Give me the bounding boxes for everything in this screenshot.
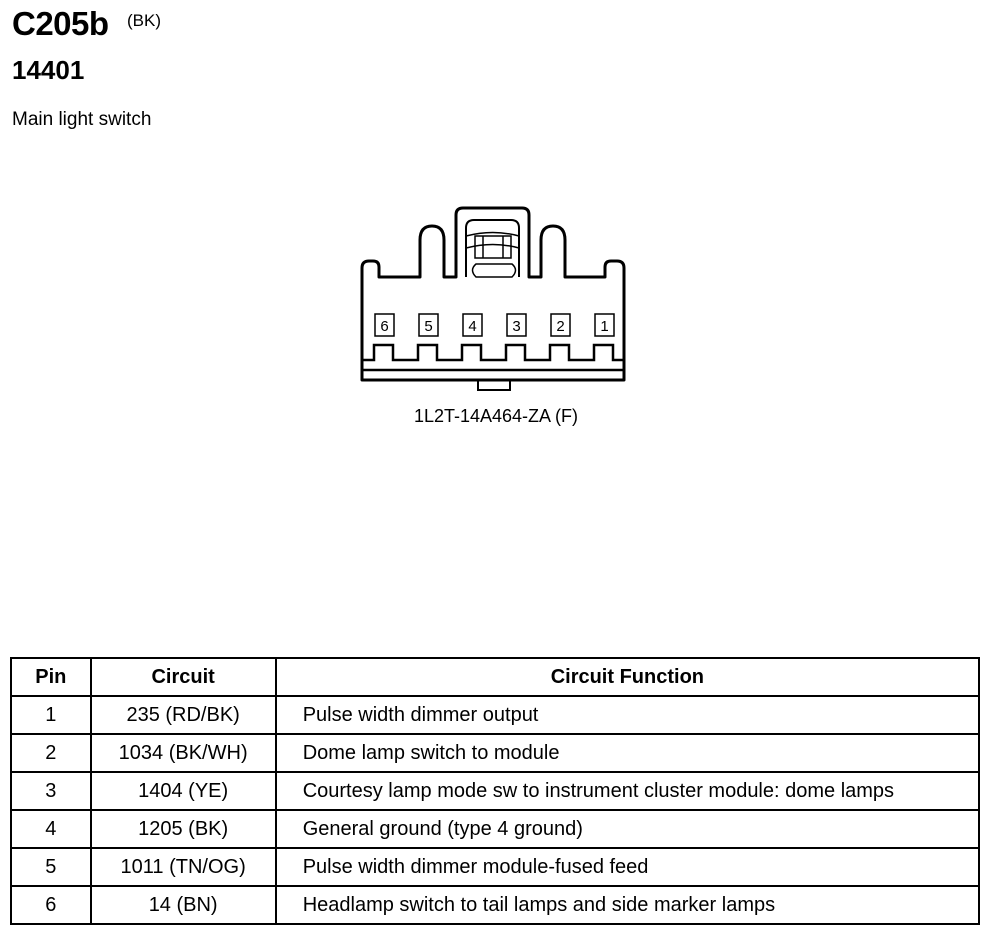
header-circuit-function: Circuit Function [276, 658, 979, 696]
table-row [11, 810, 979, 848]
cell-circuit: 1404 (YE) [91, 772, 276, 810]
table-row [11, 848, 979, 886]
header-circuit: Circuit [91, 658, 276, 696]
connector-face-diagram [340, 195, 650, 400]
cell-pin: 6 [11, 886, 91, 924]
pin-label-1: 1 [600, 318, 609, 335]
cell-function: Pulse width dimmer output [276, 696, 979, 734]
table-row [11, 886, 979, 924]
cell-circuit: 1205 (BK) [91, 810, 276, 848]
pin-label-5: 5 [424, 318, 433, 335]
cell-circuit: 235 (RD/BK) [91, 696, 276, 734]
cell-pin: 2 [11, 734, 91, 772]
cell-circuit: 1034 (BK/WH) [91, 734, 276, 772]
pin-label-6: 6 [380, 318, 389, 335]
connector-housing [362, 208, 624, 380]
component-description: Main light switch [12, 109, 152, 130]
cell-function: Courtesy lamp mode sw to instrument cluster module: dome lamps [276, 772, 979, 810]
terminal-row [362, 345, 624, 390]
cell-circuit: 1011 (TN/OG) [91, 848, 276, 886]
component-part-number: 14401 [12, 55, 85, 85]
table-row [11, 734, 979, 772]
header-pin: Pin [11, 658, 91, 696]
pin-number-boxes [375, 314, 614, 336]
cell-pin: 4 [11, 810, 91, 848]
cell-function: General ground (type 4 ground) [276, 810, 979, 848]
cell-function: Headlamp switch to tail lamps and side marker lamps [276, 886, 979, 924]
cell-circuit: 14 (BN) [91, 886, 276, 924]
connector-part-code: 1L2T-14A464-ZA (F) [413, 406, 579, 426]
cell-pin: 3 [11, 772, 91, 810]
table-row [11, 772, 979, 810]
table-row [11, 696, 979, 734]
table-header-row [11, 658, 979, 696]
pin-label-2: 2 [556, 318, 565, 335]
cell-function: Pulse width dimmer module-fused feed [276, 848, 979, 886]
cell-function: Dome lamp switch to module [276, 734, 979, 772]
cell-pin: 5 [11, 848, 91, 886]
cell-pin: 1 [11, 696, 91, 734]
pin-label-4: 4 [468, 318, 477, 335]
pin-assignment-table [10, 657, 980, 925]
connector-id: C205b [12, 5, 109, 42]
pin-label-3: 3 [512, 318, 521, 335]
connector-color: (BK) [127, 11, 161, 30]
latch-detail [466, 233, 519, 278]
